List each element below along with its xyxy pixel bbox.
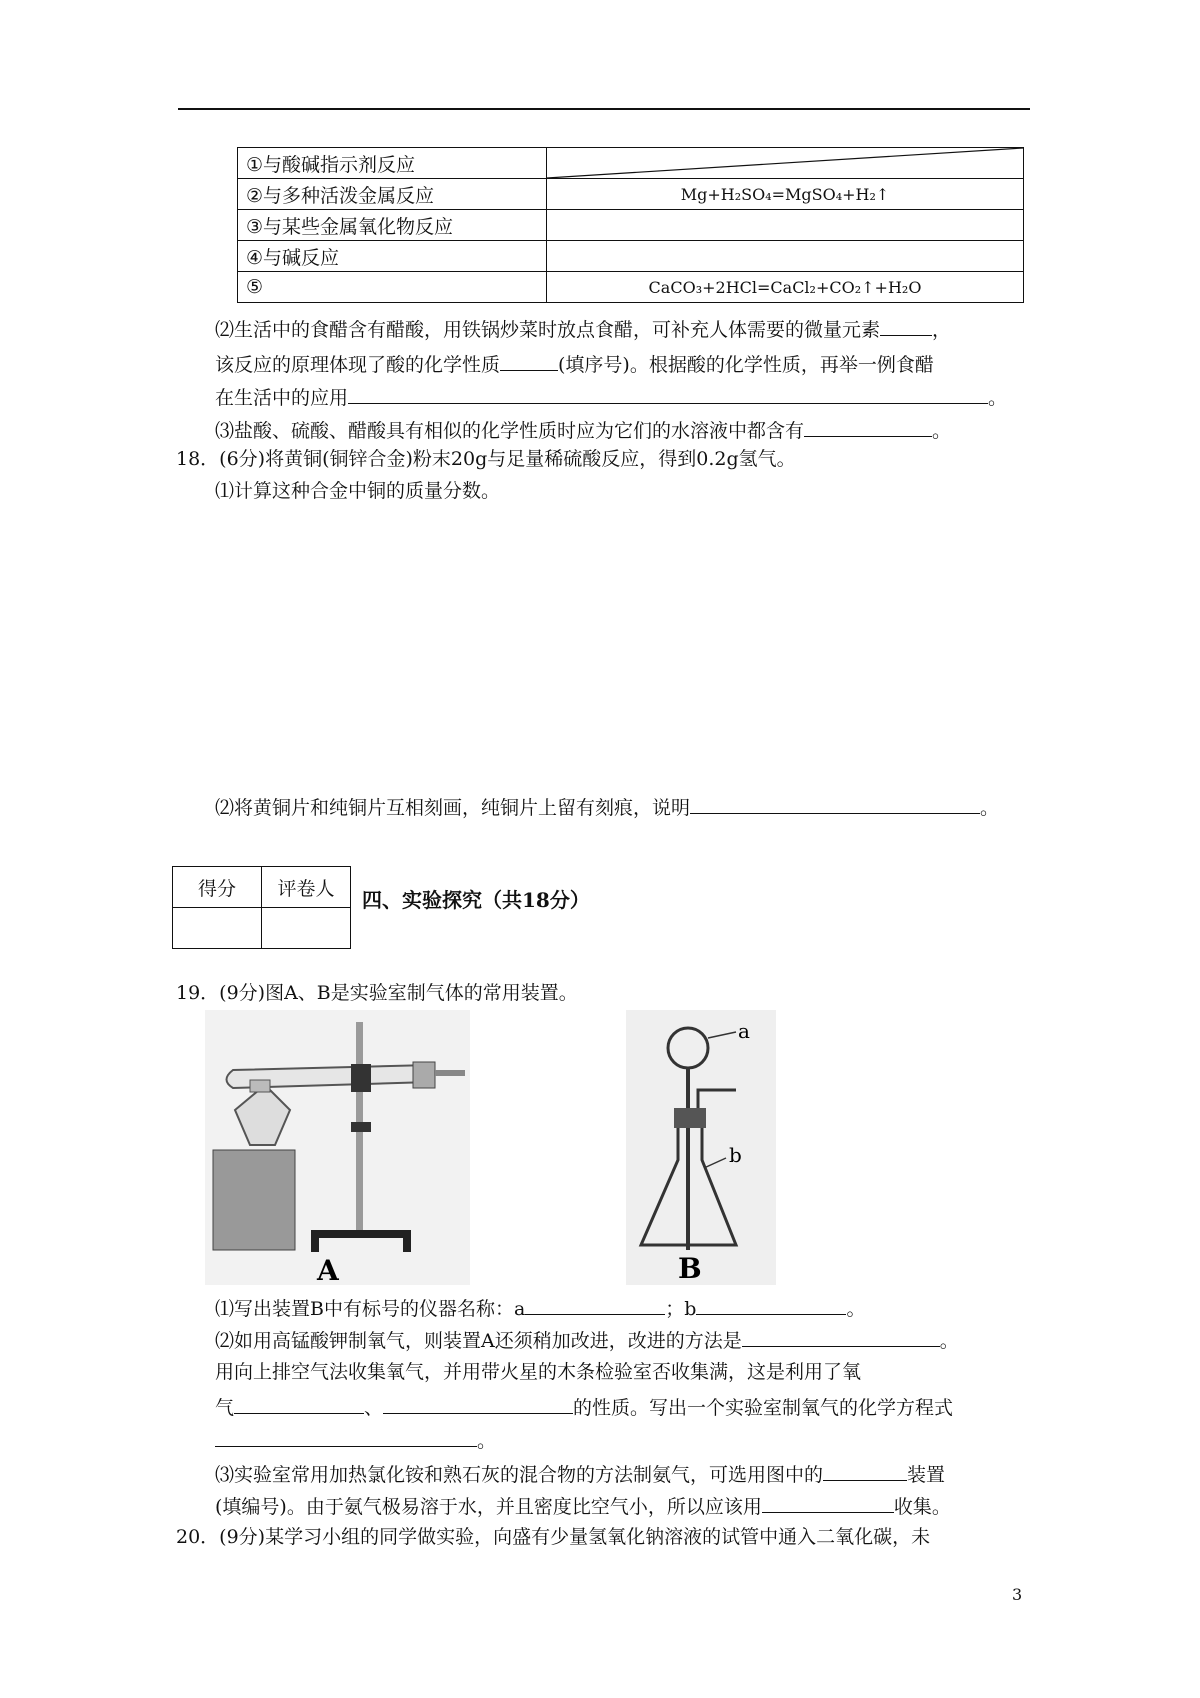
text: 。 <box>477 1430 497 1452</box>
table-cell-equation: Mg+H₂SO₄=MgSO₄+H₂↑ <box>547 179 1024 210</box>
table-row <box>238 148 1024 179</box>
text: 。 <box>846 1298 866 1320</box>
text: 气 <box>215 1397 235 1419</box>
score-cell[interactable] <box>173 908 262 949</box>
page-number: 3 <box>1012 1585 1023 1604</box>
score-table <box>172 866 351 949</box>
text: ⑶实验室常用加热氯化铵和熟石灰的混合物的方法制氨气，可选用图中的 <box>215 1464 824 1486</box>
table-cell-empty[interactable] <box>547 210 1024 241</box>
answer-blank[interactable] <box>690 791 980 814</box>
answer-blank[interactable] <box>234 1391 364 1414</box>
figure-a-apparatus <box>205 1010 470 1285</box>
label-a: a <box>738 1019 750 1043</box>
table-cell-label: ③与某些金属氧化物反应 <box>238 210 547 241</box>
q17-p2-line1 <box>215 313 951 345</box>
table-cell-diagonal <box>547 148 1024 179</box>
label-b: b <box>729 1143 742 1167</box>
text: 。 <box>988 387 1008 409</box>
q20-head: 20．(9分)某学习小组的同学做实验，向盛有少量氢氧化钠溶液的试管中通入二氧化碳，未 <box>176 1526 931 1548</box>
text: 。 <box>932 420 952 442</box>
text: ， <box>932 319 952 341</box>
q19-p3-line1 <box>215 1458 945 1490</box>
text: ⑶盐酸、硫酸、醋酸具有相似的化学性质时应为它们的水溶液中都含有 <box>215 420 805 442</box>
answer-blank[interactable] <box>762 1490 894 1513</box>
text: ⑵生活中的食醋含有醋酸，用铁锅炒菜时放点食醋，可补充人体需要的微量元素 <box>215 319 881 341</box>
table-cell-label: ④与碱反应 <box>238 241 547 272</box>
section-title: 四、实验探究（共18分） <box>362 888 590 912</box>
text: 装置 <box>907 1464 946 1486</box>
table-cell-label: ①与酸碱指示剂反应 <box>238 148 547 179</box>
answer-blank[interactable] <box>804 414 932 437</box>
text: ⑵将黄铜片和纯铜片互相刻画，纯铜片上留有刻痕，说明 <box>215 797 691 819</box>
q19-p2-line3 <box>215 1391 953 1423</box>
text: 在生活中的应用 <box>215 387 349 409</box>
text: 、 <box>364 1397 384 1419</box>
text: 。 <box>939 1330 959 1352</box>
answer-blank-b[interactable] <box>696 1292 846 1315</box>
text: ⑵如用高锰酸钾制氧气，则装置A还须稍加改进，改进的方法是 <box>215 1330 742 1352</box>
table-row <box>238 241 1024 272</box>
answer-blank[interactable] <box>880 313 932 336</box>
answer-blank[interactable] <box>215 1424 477 1447</box>
q18-p1: ⑴计算这种合金中铜的质量分数。 <box>215 480 501 502</box>
answer-blank[interactable] <box>742 1324 940 1347</box>
q19-p2-line1 <box>215 1324 959 1356</box>
q19-head: 19．(9分)图A、B是实验室制气体的常用装置。 <box>176 982 578 1004</box>
text: ；b <box>665 1298 697 1320</box>
answer-blank[interactable] <box>383 1391 573 1414</box>
answer-blank[interactable] <box>500 348 558 371</box>
q18-p2 <box>215 791 999 823</box>
text: ⑴写出装置B中有标号的仪器名称：a <box>215 1298 526 1320</box>
answer-blank[interactable] <box>348 381 988 404</box>
acid-properties-table <box>237 147 1024 303</box>
q17-p3 <box>215 414 951 446</box>
diagonal-line <box>547 148 1023 178</box>
figure-b-label: B <box>678 1252 702 1285</box>
text: 的性质。写出一个实验室制氧气的化学方程式 <box>573 1397 954 1419</box>
text: (填编号)。由于氨气极易溶于水，并且密度比空气小，所以应该用 <box>215 1496 762 1518</box>
reviewer-cell[interactable] <box>262 908 351 949</box>
table-cell-empty[interactable] <box>547 241 1024 272</box>
q19-p2-line4 <box>215 1424 496 1456</box>
table-row <box>238 272 1024 303</box>
table-cell-equation: CaCO₃+2HCl=CaCl₂+CO₂↑+H₂O <box>547 272 1024 303</box>
table-row <box>238 179 1024 210</box>
answer-blank-a[interactable] <box>525 1292 665 1315</box>
text: 该反应的原理体现了酸的化学性质 <box>215 354 501 376</box>
figure-a-label: A <box>317 1254 339 1285</box>
table-row <box>238 210 1024 241</box>
q19-p3-line2 <box>215 1490 951 1522</box>
q18-head: 18．(6分)将黄铜(铜锌合金)粉末20g与足量稀硫酸反应，得到0.2g氢气。 <box>176 448 796 470</box>
text: 。 <box>980 797 1000 819</box>
text: (填序号)。根据酸的化学性质，再举一例食醋 <box>558 354 934 376</box>
score-header: 得分 <box>173 867 262 908</box>
table-cell-label: ⑤ <box>238 272 547 303</box>
figure-b-apparatus <box>626 1010 776 1285</box>
reviewer-header: 评卷人 <box>262 867 351 908</box>
table-cell-label: ②与多种活泼金属反应 <box>238 179 547 210</box>
q19-p2-line2: 用向上排空气法收集氧气，并用带火星的木条检验室否收集满，这是利用了氧 <box>215 1361 862 1383</box>
q19-p1 <box>215 1292 865 1324</box>
text: 收集。 <box>893 1496 951 1518</box>
header-rule <box>178 108 1030 110</box>
q17-p2-line2 <box>215 348 934 380</box>
q17-p2-line3 <box>215 381 1007 413</box>
answer-blank[interactable] <box>823 1458 907 1481</box>
